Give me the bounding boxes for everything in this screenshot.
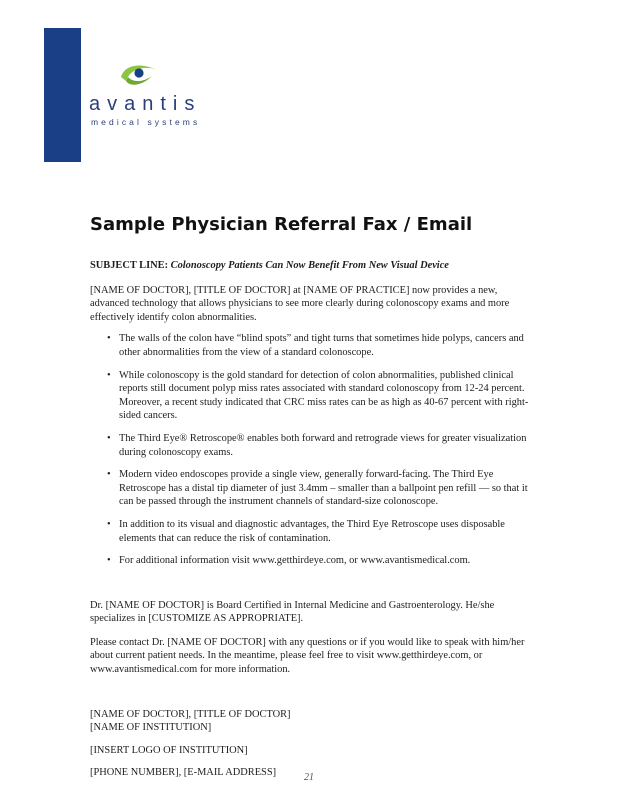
contact-paragraph: Please contact Dr. [NAME OF DOCTOR] with any questions or if you would like to speak with him/her about current patient needs. In the meantime, please feel free to visit www.getthirdeye.com, or www.avantismedical.com for more information. (90, 636, 525, 676)
avantis-logo-icon (118, 60, 158, 90)
bullet-item: • Modern video endoscopes provide a single view, generally forward-facing. The Third Eye Retroscope has a distal tip diameter of just 3.4mm – smaller than a ballpoint pen refill — so that it can be passed through the instrument channels of standard-size colonoscope. (119, 468, 530, 509)
signature-block (90, 708, 530, 780)
bullet-item: • The walls of the colon have “blind spots” and tight turns that sometimes hide polyps, cancers and other abnormalities from the view of a standard colonoscope. (119, 332, 530, 359)
signature-name-line: [NAME OF DOCTOR], [TITLE OF DOCTOR] (90, 708, 291, 720)
page-number: 21 (304, 772, 314, 783)
brand-name: avantis (89, 93, 202, 115)
page-title: Sample Physician Referral Fax / Email (90, 214, 473, 235)
bullet-item: • In addition to its visual and diagnostic advantages, the Third Eye Retroscope uses disposable elements that can reduce the risk of contamination. (119, 518, 530, 545)
subject-line (90, 259, 530, 273)
intro-paragraph: [NAME OF DOCTOR], [TITLE OF DOCTOR] at [NAME OF PRACTICE] now provides a new, advanced technology that allows physicians to see more clearly during colonoscopy exams and more effectively identify colon abnormalities. (90, 284, 510, 323)
bullet-item: • For additional information visit www.getthirdeye.com, or www.avantismedical.com. (119, 554, 530, 568)
signature-institution-line: [NAME OF INSTITUTION] (90, 722, 212, 734)
signature-contact-line: [PHONE NUMBER], [E-MAIL ADDRESS] (90, 767, 277, 779)
subject-label: SUBJECT LINE: (90, 260, 169, 271)
bullet-item: • While colonoscopy is the gold standard for detection of colon abnormalities, published clinical reports still document polyp miss rates associated with standard colonoscopy from 12-24 percent. Moreover, a recent study indicated that CRC miss rates can be as high as 40-67 percent with right-sided cancers. (119, 369, 530, 423)
bullet-item: • The Third Eye® Retroscope® enables both forward and retrograde views for greater visualization during colonoscopy exams. (119, 432, 530, 459)
subject-text: Colonoscopy Patients Can Now Benefit From New Visual Device (170, 260, 449, 271)
bullet-list (90, 332, 530, 567)
signature-logo-line: [INSERT LOGO OF INSTITUTION] (90, 744, 248, 756)
certified-paragraph: Dr. [NAME OF DOCTOR] is Board Certified in Internal Medicine and Gastroenterology. He/she specializes in [CUSTOMIZE AS APPROPRIATE]. (90, 599, 495, 625)
brand-side-bar (44, 28, 81, 162)
letter-body (90, 259, 530, 780)
brand-tagline: medical systems (91, 117, 201, 127)
